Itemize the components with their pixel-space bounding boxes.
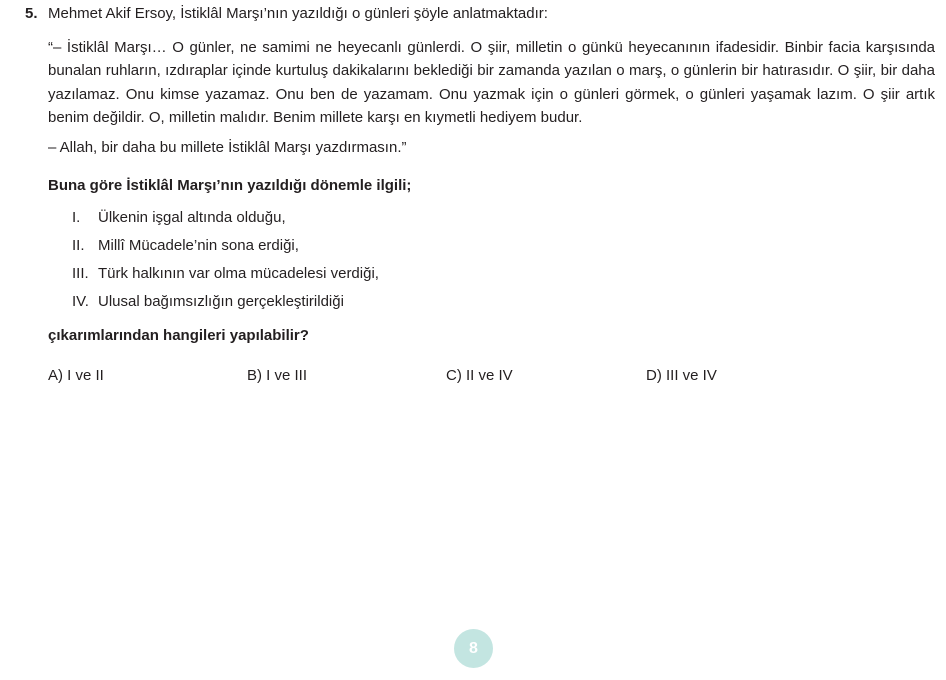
statement-numeral: IV. (72, 293, 89, 310)
question-number: 5. (25, 5, 38, 22)
statement-item-3 (72, 265, 379, 293)
quote-paragraph: “– İstiklâl Marşı… O günler, ne samimi ne heyecanlı günlerdi. O şiir, milletin o günkü heyecanının ifadesidir. Binbir facia karşısında bunalan ruhların, ızdıraplar içinde kurtuluş dakikalarını beklediği bir zamanda yazılan o marş, o günlerin bir hatırasıdır. O şiir, bir daha yazılamaz. Onu kimse yazamaz. Onu ben de yazamam. Onu yazmak için o günleri görmek, o günleri yaşamak lazım. O şiir artık benim değildir. O, milletin malıdır. Benim millete karşı en kıymetli hediyem budur. (48, 39, 935, 127)
question-header (25, 5, 548, 23)
statement-text: Türk halkının var olma mücadelesi verdiği, (98, 265, 379, 282)
answer-options (48, 367, 928, 387)
statement-text: Millî Mücadele’nin sona erdiği, (98, 237, 299, 254)
question-stem: Buna göre İstiklâl Marşı’nın yazıldığı dönemle ilgili; (48, 177, 412, 194)
option-a[interactable]: A) I ve II (48, 367, 104, 384)
statement-numeral: I. (72, 209, 81, 226)
statement-item-4 (72, 293, 379, 321)
option-b[interactable]: B) I ve III (247, 367, 308, 384)
statement-numeral: III. (72, 265, 89, 282)
question-prompt: çıkarımlarından hangileri yapılabilir? (48, 327, 309, 344)
statement-list (72, 209, 379, 321)
quote-closing: – Allah, bir daha bu millete İstiklâl Marşı yazdırmasın.” (48, 139, 407, 156)
statement-item-2 (72, 237, 379, 265)
statement-text: Ulusal bağımsızlığın gerçekleştirildiği (98, 293, 344, 310)
option-c[interactable]: C) II ve IV (446, 367, 513, 384)
option-d[interactable]: D) III ve IV (646, 367, 717, 384)
statement-item-1 (72, 209, 379, 237)
statement-text: Ülkenin işgal altında olduğu, (98, 209, 286, 226)
question-intro: Mehmet Akif Ersoy, İstiklâl Marşı’nın yazıldığı o günleri şöyle anlatmaktadır: (48, 5, 548, 22)
page-number-badge: 8 (454, 629, 493, 668)
statement-numeral: II. (72, 237, 85, 254)
